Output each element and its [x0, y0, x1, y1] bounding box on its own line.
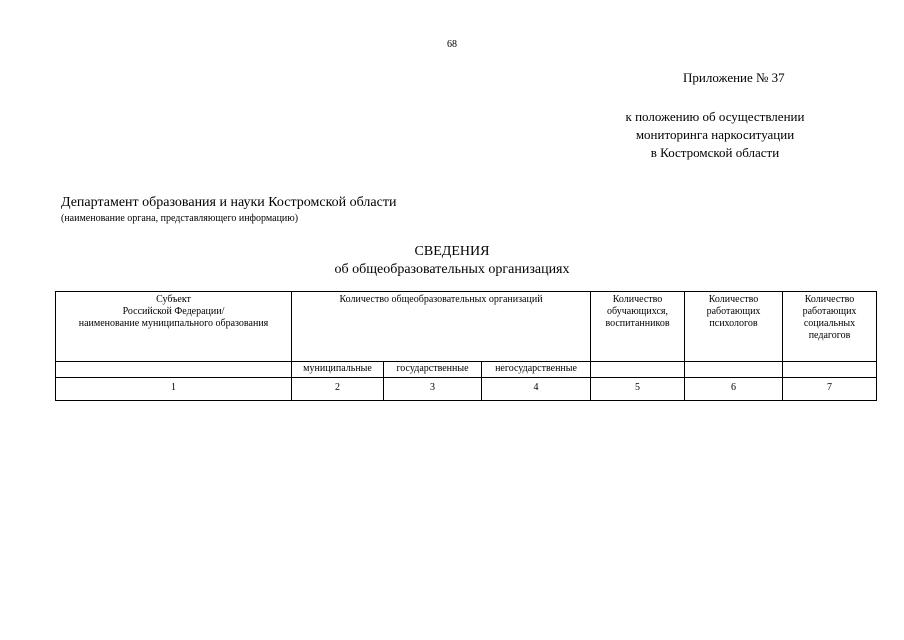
header-students-count: Количество обучающихся, воспитанников: [591, 292, 685, 362]
document-title-main: СВЕДЕНИЯ: [414, 244, 490, 259]
table-column-numbers-row: [56, 378, 877, 401]
document-title-subtitle: об общеобразовательных организациях: [334, 262, 570, 277]
appendix-title: Приложение № 37: [683, 70, 785, 85]
subheader-empty-cell: [56, 362, 292, 378]
page-number: 68: [447, 39, 457, 50]
column-number: 6: [685, 378, 783, 401]
subheader-empty-cell: [591, 362, 685, 378]
column-number: 1: [56, 378, 292, 401]
header-subject: Субъект Российской Федерации/ наименование муниципального образования: [56, 292, 292, 362]
column-number: 7: [783, 378, 877, 401]
appendix-reference: [560, 108, 870, 162]
document-title: [0, 243, 904, 279]
subheader-state: государственные: [384, 362, 482, 378]
organization-caption: (наименование органа, представляющего информацию): [61, 213, 299, 224]
subheader-empty-cell: [685, 362, 783, 378]
table-header-row: [56, 292, 877, 362]
organization-name: Департамент образования и науки Костромской области: [61, 195, 397, 210]
column-number: 5: [591, 378, 685, 401]
column-number: 2: [292, 378, 384, 401]
subheader-municipal: муниципальные: [292, 362, 384, 378]
appendix-reference-line: в Костромской области: [650, 145, 780, 160]
statistics-table: [55, 291, 877, 401]
table-subheader-row: [56, 362, 877, 378]
column-number: 3: [384, 378, 482, 401]
header-social-pedagogues-count: Количество работающих социальных педагогов: [783, 292, 877, 362]
subheader-non-state: негосударственные: [482, 362, 591, 378]
column-number: 4: [482, 378, 591, 401]
header-psychologists-count: Количество работающих психологов: [685, 292, 783, 362]
appendix-reference-line: мониторинга наркоситуации: [635, 127, 795, 142]
subheader-empty-cell: [783, 362, 877, 378]
header-organizations-count: Количество общеобразовательных организаций: [292, 292, 591, 362]
appendix-reference-line: к положению об осуществлении: [625, 109, 805, 124]
